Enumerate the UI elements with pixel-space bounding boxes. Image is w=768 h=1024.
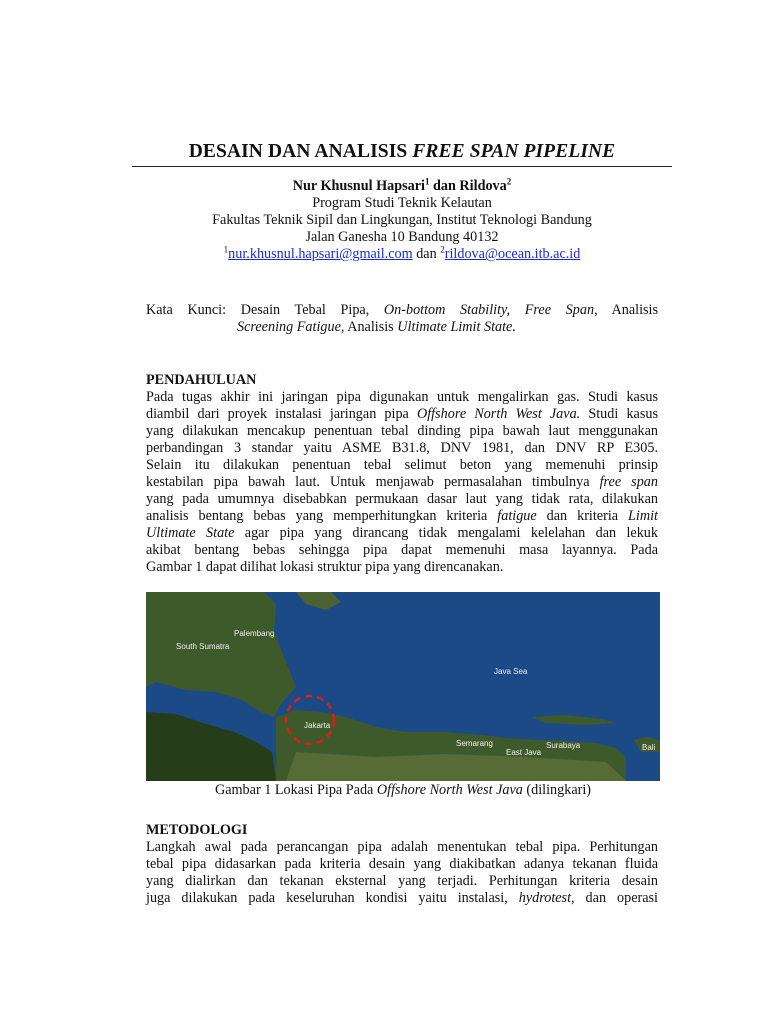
- text-run: yang dilakukan mencakup penentuan tebal dinding pipa bawah laut menggunakan: [146, 423, 658, 439]
- text-run: yang dialirkan dan tekanan eksternal yang terjadi. Perhitungan kriteria desain: [146, 873, 658, 889]
- map-label-java-sea: Java Sea: [494, 667, 528, 676]
- text-run: Desain Tebal Pipa,: [226, 302, 384, 318]
- italic-run: fatigue: [497, 508, 537, 524]
- title-rule: [132, 166, 672, 167]
- text-line: [146, 559, 658, 576]
- text-line: [146, 873, 658, 890]
- text-run: diambil dari proyek instalasi jaringan pipa: [146, 406, 417, 422]
- map-label-surabaya: Surabaya: [546, 741, 581, 750]
- text-run: Gambar 1 dapat dilihat lokasi struktur pipa yang direncanakan.: [146, 559, 504, 575]
- text-run: Selain itu dilakukan penentuan tebal selimut beton yang memenuhi prinsip: [146, 457, 658, 473]
- heading-metodologi: METODOLOGI: [146, 822, 248, 838]
- figure-caption: [146, 782, 660, 799]
- keywords-line-1: Kata Kunci: Desain Tebal Pipa, On-bottom Stability, Free Span, Analisis: [146, 302, 658, 318]
- text-run: tebal pipa didasarkan pada kriteria desain yang diakibatkan adanya tekanan fluida: [146, 856, 658, 872]
- keywords-line-2: [237, 319, 516, 336]
- author-emails: $^1$nur.khusnul.hapsari@gmail.com dan $^2$rildova@ocean.itb.ac.id: [223, 244, 581, 262]
- italic-run: free span: [599, 474, 658, 490]
- text-run: Studi kasus: [580, 406, 658, 422]
- affiliation-program: Program Studi Teknik Kelautan: [312, 195, 492, 211]
- text-run: agar pipa yang dirancang tidak mengalami kelelahan dan lekuk: [234, 525, 658, 541]
- text-line: [146, 508, 658, 525]
- text-run: Analisis: [344, 319, 398, 335]
- paper-title: DESAIN DAN ANALISIS FREE SPAN PIPELINE: [188, 141, 616, 162]
- author-line: Nur Khusnul Hapsari$^1$ dan Rildova$^2$: [292, 176, 512, 194]
- email-link-1[interactable]: nur.khusnul.hapsari@gmail.com: [228, 246, 413, 262]
- pendahuluan-body: [146, 389, 658, 576]
- italic-run: Ultimate Limit State.: [397, 319, 516, 335]
- text-line: [146, 423, 658, 440]
- text-line: [146, 440, 658, 457]
- italic-run: Offshore North West Java: [376, 782, 523, 798]
- metodologi-body: [146, 839, 658, 907]
- text-line: [146, 839, 658, 856]
- text-line: [146, 406, 658, 423]
- text-run: perbandingan 3 standar yaitu ASME B31.8, DNV 1981, dan DNV RP E305.: [146, 440, 658, 456]
- keywords: [146, 302, 658, 319]
- italic-run: Limit: [628, 508, 658, 524]
- text-run: analisis bentang bebas yang memperhitungkan kriteria: [146, 508, 498, 524]
- text-run: Gambar 1 Lokasi Pipa Pada: [214, 782, 377, 798]
- location-map: [146, 592, 660, 781]
- text-line: [146, 856, 658, 873]
- text-run: Langkah awal pada perancangan pipa adalah menentukan tebal pipa. Perhitungan: [146, 839, 658, 855]
- email-link-2[interactable]: rildova@ocean.itb.ac.id: [444, 246, 581, 262]
- text-run: juga dilakukan pada keseluruhan kondisi yaitu instalasi,: [146, 890, 519, 906]
- affiliation-address: Jalan Ganesha 10 Bandung 40132: [305, 229, 499, 245]
- text-line: [146, 457, 658, 474]
- text-line: [146, 491, 658, 508]
- text-run: dan kriteria: [536, 508, 629, 524]
- affiliation-faculty: Fakultas Teknik Sipil dan Lingkungan, Institut Teknologi Bandung: [212, 212, 592, 228]
- text-line: [146, 474, 658, 491]
- map-label-semarang: Semarang: [456, 739, 493, 748]
- text-run: , Analisis: [594, 302, 658, 318]
- italic-run: Screening Fatigue,: [237, 319, 345, 335]
- map-graphic: [146, 592, 660, 781]
- text-line: [146, 890, 658, 907]
- italic-run: Ultimate State: [146, 525, 235, 541]
- text-run: (dilingkari): [522, 782, 592, 798]
- text-run: akibat bentang bebas sehingga pipa dapat memenuhi masa layannya. Pada: [146, 542, 658, 558]
- map-label-palembang: Palembang: [234, 629, 275, 638]
- italic-run: On-bottom Stability, Free Span: [383, 302, 595, 318]
- text-run: dan operasi: [574, 890, 658, 906]
- text-run: yang pada umumnya disebabkan permukaan dasar laut yang tidak rata, dilakukan: [146, 491, 658, 507]
- text-run: Pada tugas akhir ini jaringan pipa digunakan untuk mengalirkan gas. Studi kasus: [146, 389, 658, 405]
- heading-pendahuluan: PENDAHULUAN: [146, 372, 257, 388]
- map-label-south-sumatra: South Sumatra: [176, 642, 230, 651]
- text-line: [146, 389, 658, 406]
- map-label-east-java: East Java: [506, 748, 542, 757]
- italic-run: Offshore North West Java.: [416, 406, 581, 422]
- italic-run: hydrotest,: [518, 890, 575, 906]
- text-line: [146, 542, 658, 559]
- map-label-bali: Bali: [642, 743, 656, 752]
- map-label-jakarta: Jakarta: [304, 721, 331, 730]
- text-run: kestabilan pipa bawah laut. Untuk menjawab permasalahan timbulnya: [146, 474, 600, 490]
- text-line: [146, 525, 658, 542]
